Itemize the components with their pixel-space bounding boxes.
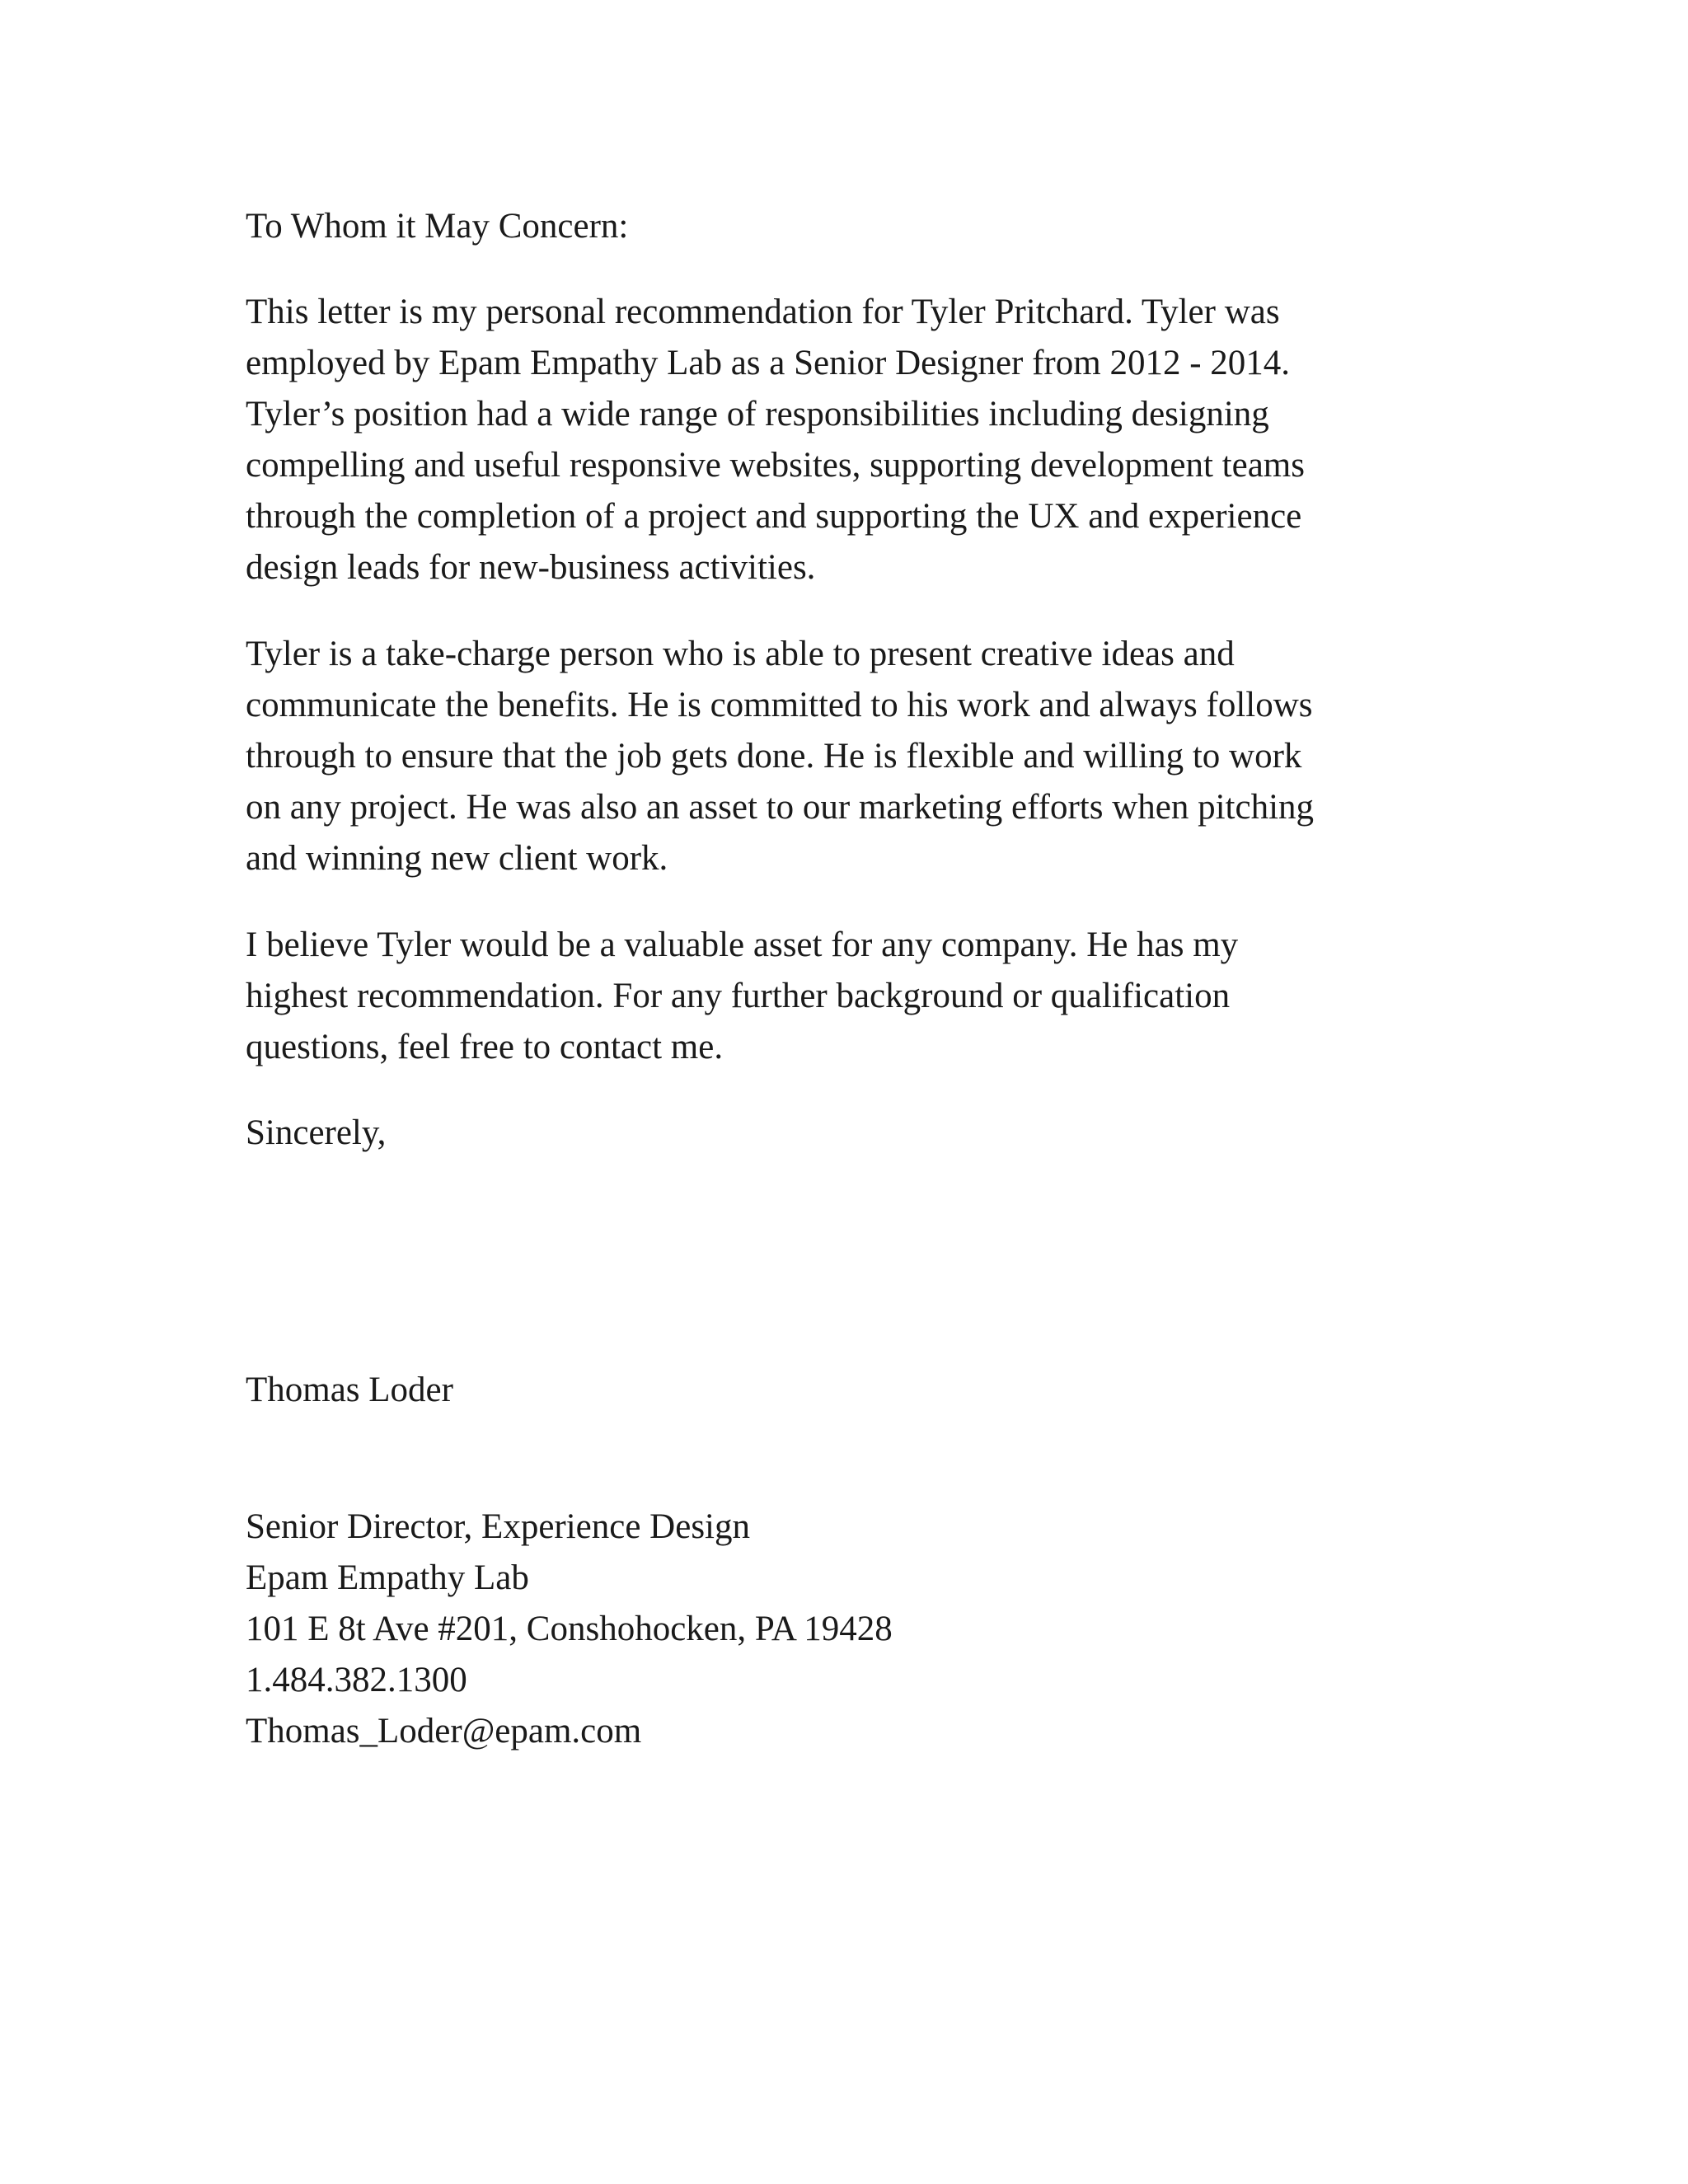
- paragraph-recommendation: [246, 920, 1238, 1073]
- paragraph-line: and winning new client work.: [246, 839, 668, 878]
- signer-details: [246, 1502, 893, 1757]
- paragraph-line: highest recommendation. For any further background or qualification: [246, 977, 1231, 1015]
- signer-title: Senior Director, Experience Design: [246, 1507, 750, 1546]
- paragraph-line: This letter is my personal recommendation for Tyler Pritchard. Tyler was: [246, 293, 1280, 331]
- paragraph-line: I believe Tyler would be a valuable asset for any company. He has my: [246, 926, 1239, 964]
- paragraph-line: employed by Epam Empathy Lab as a Senior Designer from 2012 - 2014.: [246, 344, 1291, 382]
- paragraph-line: on any project. He was also an asset to our marketing efforts when pitching: [246, 788, 1315, 827]
- paragraph-line: through to ensure that the job gets done. He is flexible and willing to work: [246, 737, 1302, 776]
- signer-email: Thomas_Loder@epam.com: [246, 1712, 642, 1750]
- closing: [246, 1108, 386, 1159]
- signer-name: [246, 1365, 453, 1416]
- paragraph-line: Tyler is a take-charge person who is able to present creative ideas and: [246, 635, 1235, 673]
- salutation-text: To Whom it May Concern:: [246, 207, 629, 246]
- salutation: [246, 201, 628, 252]
- closing-text: Sincerely,: [246, 1113, 387, 1152]
- signer-company: Epam Empathy Lab: [246, 1558, 529, 1597]
- paragraph-line: Tyler’s position had a wide range of responsibilities including designing: [246, 395, 1269, 434]
- paragraph-line: through the completion of a project and supporting the UX and experience: [246, 497, 1302, 536]
- paragraph-employment: [246, 287, 1305, 593]
- paragraph-line: communicate the benefits. He is committed to his work and always follows: [246, 686, 1313, 724]
- paragraph-line: questions, feel free to contact me.: [246, 1028, 724, 1066]
- paragraph-line: compelling and useful responsive websites, supporting development teams: [246, 446, 1305, 485]
- signer-address: 101 E 8t Ave #201, Conshohocken, PA 19428: [246, 1610, 893, 1648]
- paragraph-line: design leads for new-business activities.: [246, 548, 816, 587]
- signer-phone: 1.484.382.1300: [246, 1661, 467, 1699]
- signer-name-text: Thomas Loder: [246, 1371, 453, 1409]
- paragraph-qualities: [246, 629, 1314, 884]
